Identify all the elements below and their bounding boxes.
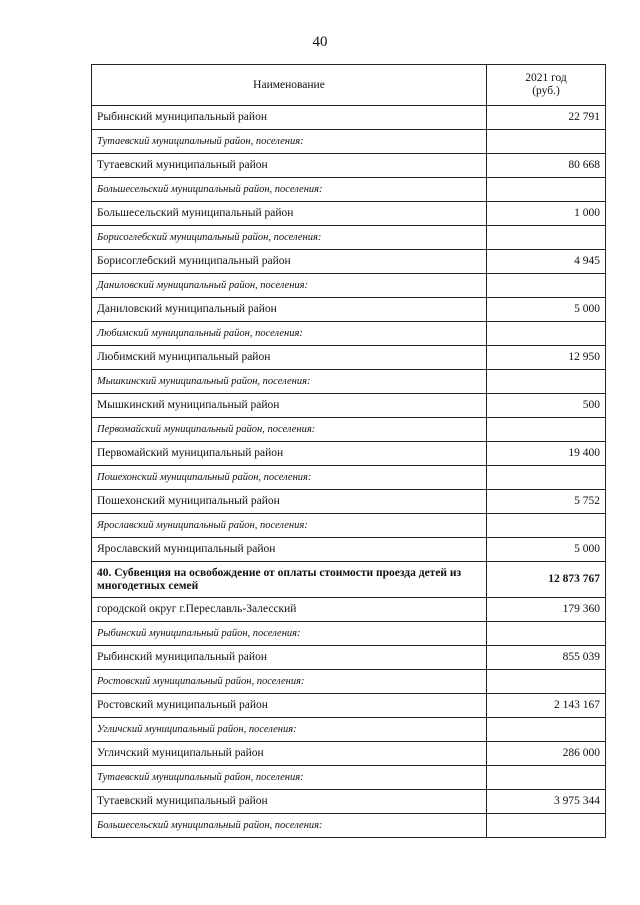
- subheading-row: [92, 466, 606, 490]
- row-name: Большесельский муниципальный район: [92, 202, 487, 226]
- header-value-text: 2021 год (руб.): [525, 72, 567, 97]
- row-name: Рыбинский муниципальный район: [92, 106, 487, 130]
- row-name: Первомайский муниципальный район, поселения:: [92, 418, 487, 442]
- row-value: 286 000: [487, 742, 606, 766]
- row-name: Мышкинский муниципальный район: [92, 394, 487, 418]
- table-row: [92, 538, 606, 562]
- table-header-row: [92, 65, 606, 106]
- row-name: Тутаевский муниципальный район, поселения:: [92, 130, 487, 154]
- subheading-row: [92, 274, 606, 298]
- row-value: [487, 766, 606, 790]
- subheading-row: [92, 718, 606, 742]
- subheading-row: [92, 766, 606, 790]
- row-value: 80 668: [487, 154, 606, 178]
- row-value: 1 000: [487, 202, 606, 226]
- table-row: [92, 106, 606, 130]
- table-row: [92, 598, 606, 622]
- row-name: Большесельский муниципальный район, поселения:: [92, 814, 487, 838]
- row-name: Первомайский муниципальный район: [92, 442, 487, 466]
- row-name: Ярославский муниципальный район: [92, 538, 487, 562]
- row-name: Тутаевский муниципальный район, поселения:: [92, 766, 487, 790]
- row-value: [487, 622, 606, 646]
- row-value: 4 945: [487, 250, 606, 274]
- subheading-row: [92, 514, 606, 538]
- table-row: [92, 490, 606, 514]
- row-name: Даниловский муниципальный район, поселения:: [92, 274, 487, 298]
- row-name: Борисоглебский муниципальный район: [92, 250, 487, 274]
- row-name: Угличский муниципальный район, поселения:: [92, 718, 487, 742]
- row-value: [487, 670, 606, 694]
- subheading-row: [92, 670, 606, 694]
- row-value: 5 752: [487, 490, 606, 514]
- row-value: 179 360: [487, 598, 606, 622]
- row-name: Пошехонский муниципальный район, поселения:: [92, 466, 487, 490]
- subheading-row: [92, 322, 606, 346]
- row-name: Тутаевский муниципальный район: [92, 790, 487, 814]
- row-value: [487, 130, 606, 154]
- row-name: Ярославский муниципальный район, поселения:: [92, 514, 487, 538]
- row-value: [487, 514, 606, 538]
- table-row: [92, 442, 606, 466]
- row-name: Пошехонский муниципальный район: [92, 490, 487, 514]
- row-value: [487, 322, 606, 346]
- row-value: 12 950: [487, 346, 606, 370]
- budget-table: [91, 64, 606, 838]
- row-value: 22 791: [487, 106, 606, 130]
- row-value: 2 143 167: [487, 694, 606, 718]
- row-name: Ростовский муниципальный район: [92, 694, 487, 718]
- row-value: [487, 274, 606, 298]
- subheading-row: [92, 622, 606, 646]
- table-row: [92, 202, 606, 226]
- table-row: [92, 694, 606, 718]
- row-name: Рыбинский муниципальный район, поселения:: [92, 622, 487, 646]
- row-value: 5 000: [487, 298, 606, 322]
- row-name: Тутаевский муниципальный район: [92, 154, 487, 178]
- row-name: Любимский муниципальный район, поселения:: [92, 322, 487, 346]
- row-value: 855 039: [487, 646, 606, 670]
- subheading-row: [92, 226, 606, 250]
- table-body: [92, 106, 606, 838]
- row-value: 3 975 344: [487, 790, 606, 814]
- table-row: [92, 154, 606, 178]
- row-name: Даниловский муниципальный район: [92, 298, 487, 322]
- row-name: Большесельский муниципальный район, поселения:: [92, 178, 487, 202]
- header-name: Наименование: [92, 65, 487, 106]
- row-value: [487, 370, 606, 394]
- row-name: городской округ г.Переславль-Залесский: [92, 598, 487, 622]
- row-value: [487, 418, 606, 442]
- row-value: [487, 226, 606, 250]
- table-row: [92, 298, 606, 322]
- table-row: [92, 790, 606, 814]
- row-value: [487, 814, 606, 838]
- row-value: 19 400: [487, 442, 606, 466]
- subheading-row: [92, 130, 606, 154]
- subheading-row: [92, 814, 606, 838]
- row-value: [487, 718, 606, 742]
- row-name: 40. Субвенция на освобождение от оплаты стоимости проезда детей из многодетных семей: [92, 562, 487, 598]
- row-value: 12 873 767: [487, 562, 606, 598]
- page-number: 40: [312, 34, 328, 50]
- table-row: [92, 646, 606, 670]
- row-value: [487, 466, 606, 490]
- row-name: Угличский муниципальный район: [92, 742, 487, 766]
- subheading-row: [92, 418, 606, 442]
- row-name: Любимский муниципальный район: [92, 346, 487, 370]
- table-row: [92, 394, 606, 418]
- row-name: Рыбинский муниципальный район: [92, 646, 487, 670]
- subheading-row: [92, 178, 606, 202]
- row-value: 500: [487, 394, 606, 418]
- row-name: Ростовский муниципальный район, поселения:: [92, 670, 487, 694]
- row-name: Борисоглебский муниципальный район, поселения:: [92, 226, 487, 250]
- row-value: [487, 178, 606, 202]
- table-row: [92, 742, 606, 766]
- row-name: Мышкинский муниципальный район, поселения:: [92, 370, 487, 394]
- table-row: [92, 250, 606, 274]
- header-value: [487, 65, 606, 106]
- section-row: [92, 562, 606, 598]
- table-row: [92, 346, 606, 370]
- row-value: 5 000: [487, 538, 606, 562]
- subheading-row: [92, 370, 606, 394]
